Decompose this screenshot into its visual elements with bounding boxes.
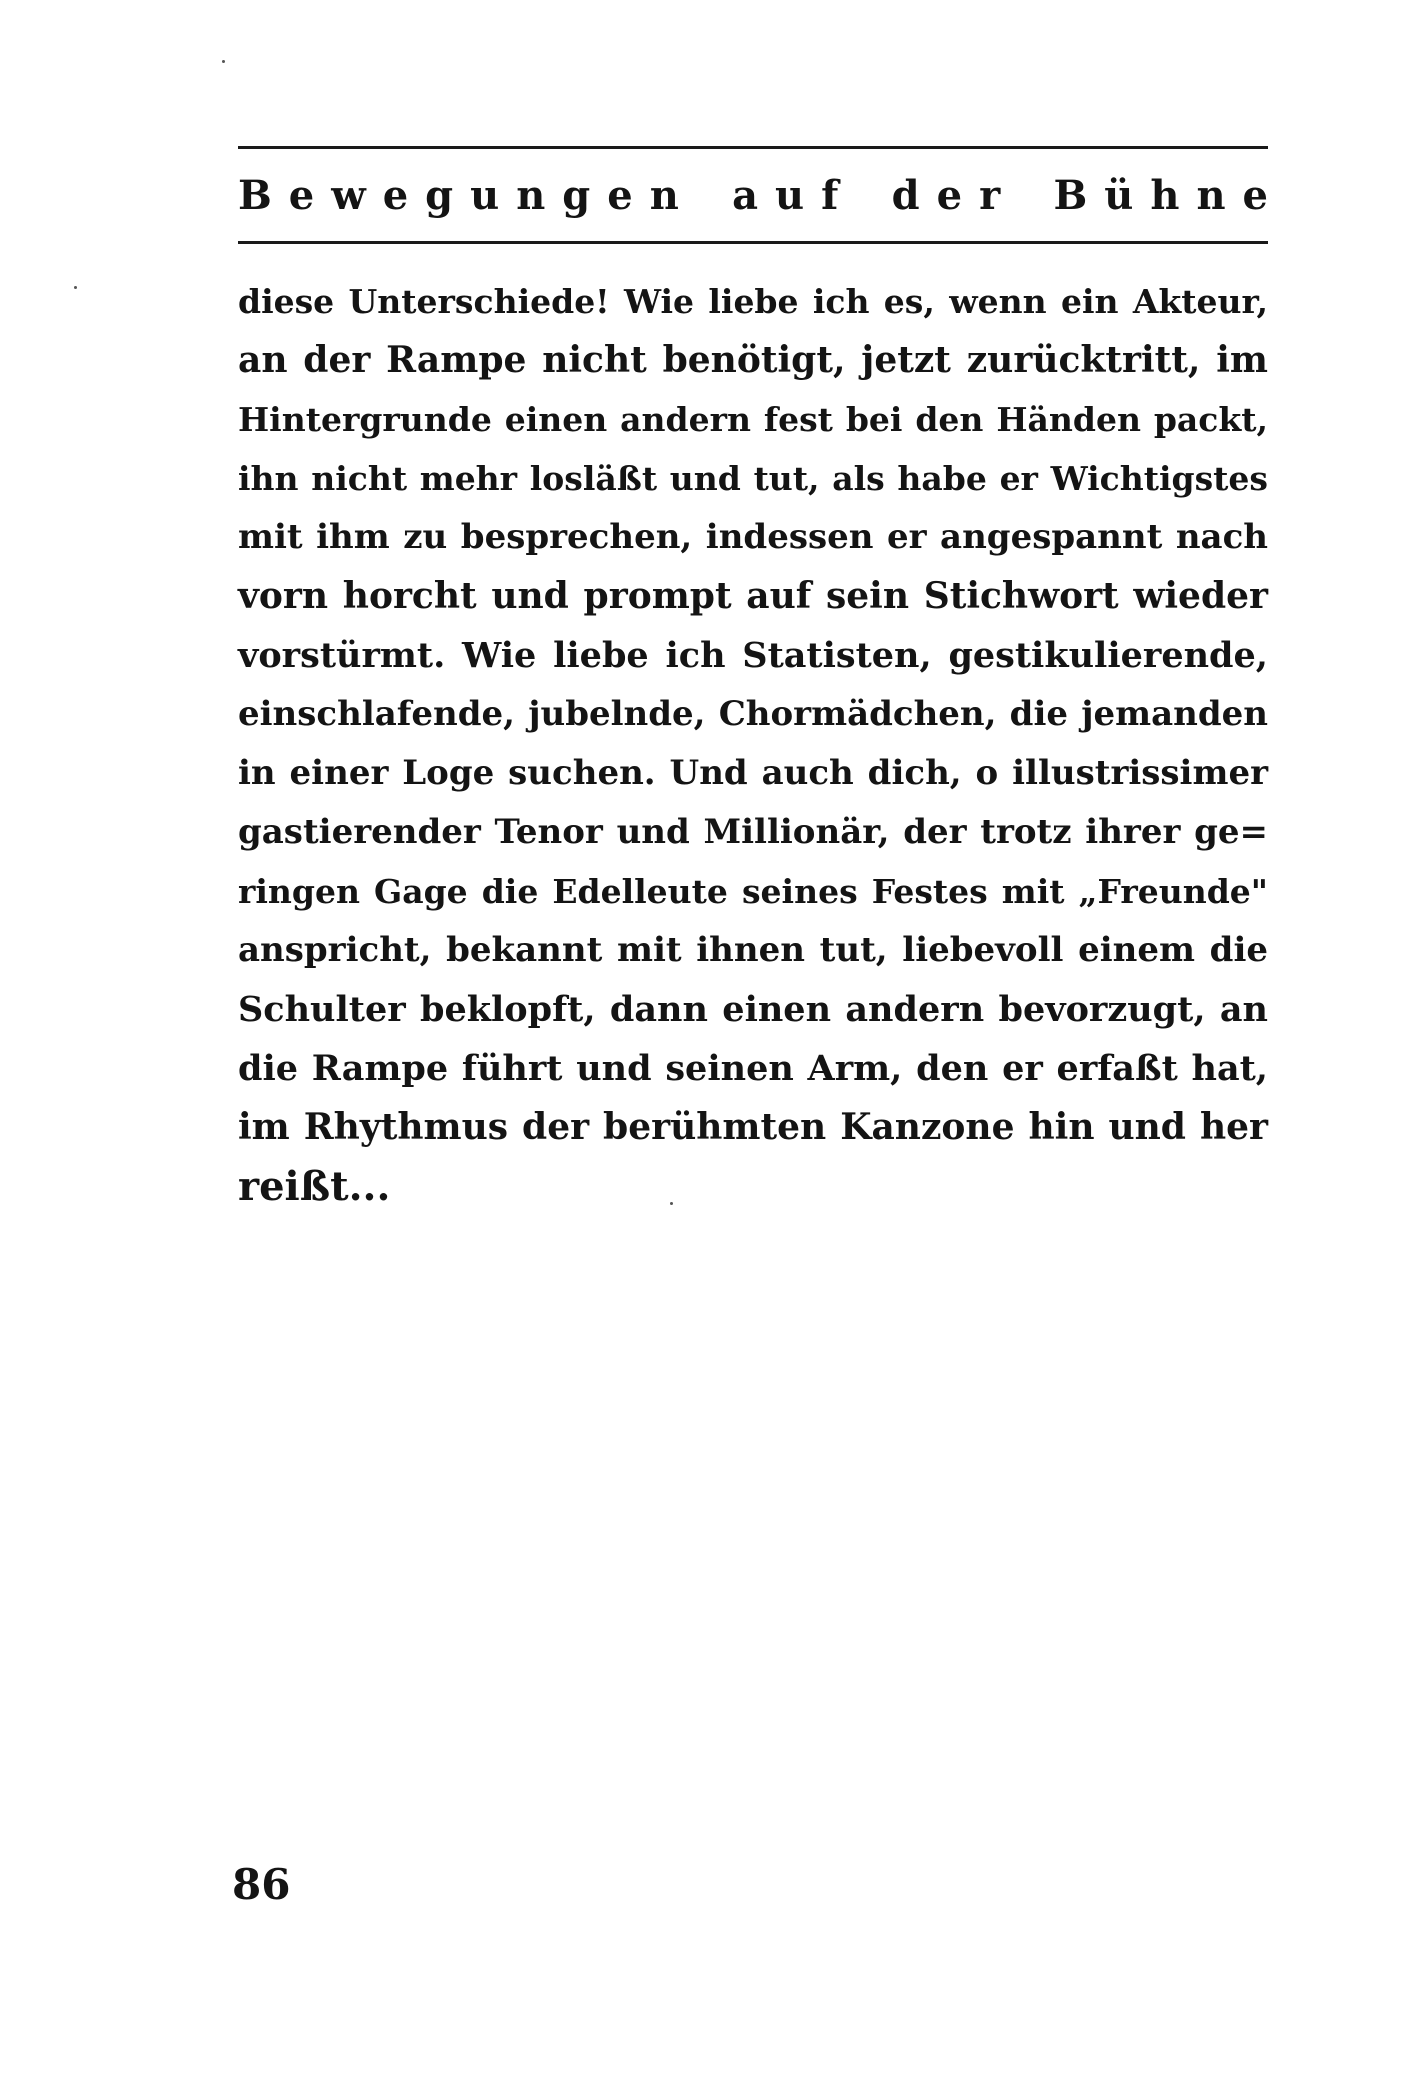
- text-line: anspricht, bekannt mit ihnen tut, liebevoll einem die: [238, 930, 1268, 970]
- text-line: diese Unterschiede! Wie liebe ich es, wenn ein Akteur,: [238, 282, 1268, 321]
- paper-speck: [222, 60, 225, 63]
- text-line: ihn nicht mehr losläßt und tut, als habe er Wichtigstes: [238, 459, 1268, 498]
- page-number: 86: [232, 1860, 291, 1909]
- text-line: einschlafende, jubelnde, Chormädchen, die jemanden: [238, 694, 1268, 734]
- text-line: Hintergrunde einen andern fest bei den Händen packt,: [238, 400, 1268, 439]
- text-line: reißt...: [238, 1163, 391, 1210]
- text-line: ringen Gage die Edelleute seines Festes mit „Freunde": [238, 872, 1268, 911]
- text-line: im Rhythmus der berühmten Kanzone hin und her: [238, 1106, 1268, 1148]
- text-line: gastierender Tenor und Millionär, der trotz ihrer ge=: [238, 812, 1268, 852]
- text-line: Schulter beklopft, dann einen andern bevorzugt, an: [238, 989, 1268, 1030]
- text-line: in einer Loge suchen. Und auch dich, o illustrissimer: [238, 753, 1268, 793]
- running-head-word: der: [891, 171, 1018, 219]
- text-line: vorn horcht und prompt auf sein Stichwort wieder: [238, 575, 1268, 617]
- text-line: vorstürmt. Wie liebe ich Statisten, gestikulierende,: [238, 635, 1268, 676]
- body-text: [238, 272, 1268, 1216]
- text-line: an der Rampe nicht benötigt, jetzt zurücktritt, im: [238, 339, 1268, 381]
- text-line: die Rampe führt und seinen Arm, den er erfaßt hat,: [238, 1048, 1268, 1089]
- header-rule-top: [238, 146, 1268, 149]
- header-rule-bottom: [238, 241, 1268, 244]
- paper-speck: [74, 286, 77, 289]
- running-head-word: Bühne: [1053, 171, 1285, 219]
- running-head-word: auf: [732, 171, 856, 219]
- running-head: [238, 160, 1285, 230]
- running-head-word: Bewegungen: [238, 171, 696, 219]
- text-line: mit ihm zu besprechen, indessen er angespannt nach: [238, 517, 1268, 557]
